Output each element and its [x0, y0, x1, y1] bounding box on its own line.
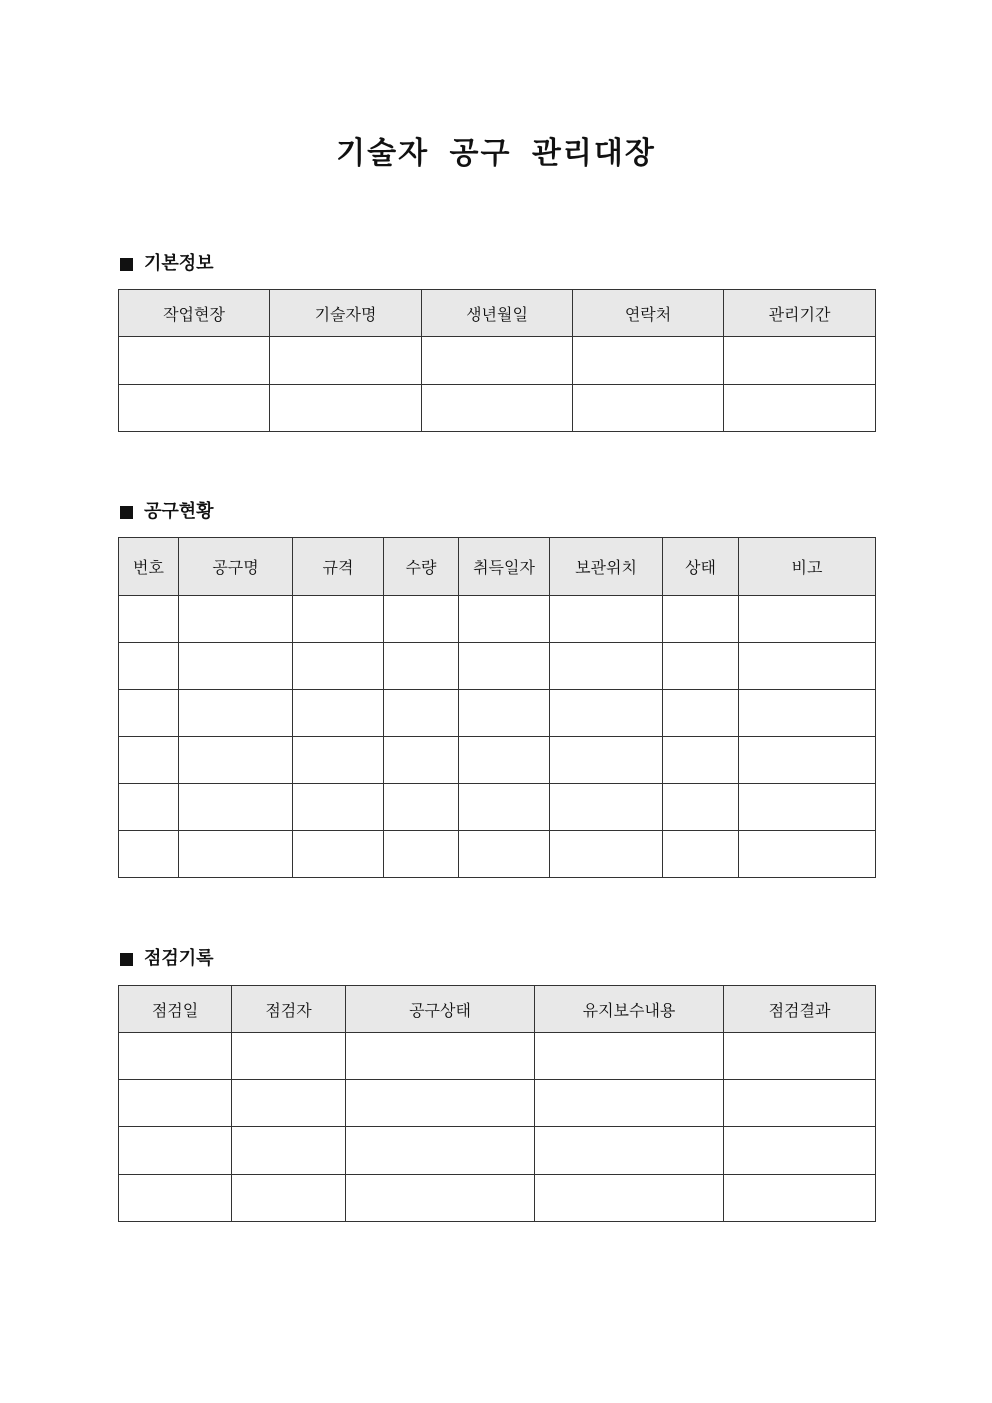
blank-cell[interactable] — [459, 737, 550, 784]
header-cell: 번호 — [119, 538, 179, 596]
blank-cell[interactable] — [663, 784, 739, 831]
blank-cell[interactable] — [179, 831, 293, 878]
table-row — [119, 690, 876, 737]
blank-cell[interactable] — [535, 1127, 724, 1175]
section-heading-label: 공구현황 — [144, 501, 214, 522]
blank-cell[interactable] — [293, 737, 384, 784]
blank-cell[interactable] — [573, 385, 724, 432]
blank-cell[interactable] — [384, 784, 459, 831]
blank-cell[interactable] — [663, 831, 739, 878]
square-bullet-icon — [120, 506, 133, 519]
tool-status-table — [118, 537, 876, 878]
blank-cell[interactable] — [232, 1127, 346, 1175]
blank-cell[interactable] — [550, 596, 663, 643]
table-row — [119, 1175, 876, 1222]
blank-cell[interactable] — [119, 1127, 232, 1175]
header-cell: 규격 — [293, 538, 384, 596]
header-cell: 수량 — [384, 538, 459, 596]
blank-cell[interactable] — [724, 1175, 876, 1222]
blank-cell[interactable] — [422, 337, 573, 385]
table-row — [119, 385, 876, 432]
blank-cell[interactable] — [550, 784, 663, 831]
section-heading-label: 점검기록 — [144, 948, 214, 969]
blank-cell[interactable] — [459, 643, 550, 690]
blank-cell[interactable] — [293, 831, 384, 878]
header-cell: 생년월일 — [422, 290, 573, 337]
blank-cell[interactable] — [119, 690, 179, 737]
blank-cell[interactable] — [232, 1175, 346, 1222]
blank-cell[interactable] — [459, 831, 550, 878]
blank-cell[interactable] — [739, 831, 876, 878]
blank-cell[interactable] — [179, 784, 293, 831]
blank-cell[interactable] — [179, 643, 293, 690]
blank-cell[interactable] — [550, 643, 663, 690]
blank-cell[interactable] — [663, 643, 739, 690]
header-cell: 유지보수내용 — [535, 986, 724, 1033]
blank-cell[interactable] — [119, 643, 179, 690]
blank-cell[interactable] — [119, 596, 179, 643]
section-heading-inspection-log — [118, 947, 214, 971]
blank-cell[interactable] — [119, 1033, 232, 1080]
table-header-row — [119, 290, 876, 337]
header-cell: 보관위치 — [550, 538, 663, 596]
blank-cell[interactable] — [346, 1080, 535, 1127]
table-row — [119, 831, 876, 878]
blank-cell[interactable] — [293, 643, 384, 690]
blank-cell[interactable] — [663, 690, 739, 737]
blank-cell[interactable] — [384, 643, 459, 690]
header-cell: 점검일 — [119, 986, 232, 1033]
blank-cell[interactable] — [119, 385, 270, 432]
section-heading-tool-status — [118, 500, 214, 524]
blank-cell[interactable] — [459, 596, 550, 643]
section-heading-label: 기본정보 — [144, 253, 214, 274]
header-cell: 공구상태 — [346, 986, 535, 1033]
blank-cell[interactable] — [270, 337, 422, 385]
blank-cell[interactable] — [179, 690, 293, 737]
table-row — [119, 1080, 876, 1127]
blank-cell[interactable] — [293, 596, 384, 643]
basic-info-table — [118, 289, 876, 432]
table-row — [119, 737, 876, 784]
blank-cell[interactable] — [119, 737, 179, 784]
blank-cell[interactable] — [293, 784, 384, 831]
header-cell: 작업현장 — [119, 290, 270, 337]
blank-cell[interactable] — [119, 831, 179, 878]
blank-cell[interactable] — [573, 337, 724, 385]
document-title: 기술자 공구 관리대장 — [336, 136, 656, 171]
blank-cell[interactable] — [459, 690, 550, 737]
blank-cell[interactable] — [739, 596, 876, 643]
blank-cell[interactable] — [346, 1127, 535, 1175]
header-cell: 연락처 — [573, 290, 724, 337]
blank-cell[interactable] — [550, 831, 663, 878]
blank-cell[interactable] — [384, 737, 459, 784]
square-bullet-icon — [120, 258, 133, 271]
blank-cell[interactable] — [422, 385, 573, 432]
blank-cell[interactable] — [724, 1033, 876, 1080]
header-cell: 점검결과 — [724, 986, 876, 1033]
header-cell: 공구명 — [179, 538, 293, 596]
blank-cell[interactable] — [119, 784, 179, 831]
blank-cell[interactable] — [724, 385, 876, 432]
blank-cell[interactable] — [739, 784, 876, 831]
table-row — [119, 643, 876, 690]
blank-cell[interactable] — [535, 1033, 724, 1080]
header-cell: 점검자 — [232, 986, 346, 1033]
blank-cell[interactable] — [535, 1175, 724, 1222]
table-row — [119, 784, 876, 831]
blank-cell[interactable] — [293, 690, 384, 737]
blank-cell[interactable] — [739, 690, 876, 737]
blank-cell[interactable] — [384, 596, 459, 643]
blank-cell[interactable] — [739, 737, 876, 784]
blank-cell[interactable] — [119, 337, 270, 385]
table-header-row — [119, 986, 876, 1033]
blank-cell[interactable] — [663, 737, 739, 784]
blank-cell[interactable] — [384, 690, 459, 737]
table-row — [119, 1127, 876, 1175]
header-cell: 취득일자 — [459, 538, 550, 596]
blank-cell[interactable] — [232, 1080, 346, 1127]
blank-cell[interactable] — [724, 1080, 876, 1127]
blank-cell[interactable] — [119, 1175, 232, 1222]
blank-cell[interactable] — [550, 737, 663, 784]
blank-cell[interactable] — [724, 1127, 876, 1175]
header-cell: 상태 — [663, 538, 739, 596]
blank-cell[interactable] — [739, 643, 876, 690]
blank-cell[interactable] — [179, 596, 293, 643]
blank-cell[interactable] — [346, 1033, 535, 1080]
blank-cell[interactable] — [384, 831, 459, 878]
table-row — [119, 337, 876, 385]
table-row — [119, 1033, 876, 1080]
blank-cell[interactable] — [535, 1080, 724, 1127]
header-cell: 비고 — [739, 538, 876, 596]
blank-cell[interactable] — [663, 596, 739, 643]
table-row — [119, 596, 876, 643]
section-heading-basic-info — [118, 252, 214, 276]
blank-cell[interactable] — [232, 1033, 346, 1080]
inspection-log-table — [118, 985, 876, 1222]
square-bullet-icon — [120, 953, 133, 966]
blank-cell[interactable] — [459, 784, 550, 831]
blank-cell[interactable] — [179, 737, 293, 784]
header-cell: 관리기간 — [724, 290, 876, 337]
blank-cell[interactable] — [346, 1175, 535, 1222]
blank-cell[interactable] — [550, 690, 663, 737]
header-cell: 기술자명 — [270, 290, 422, 337]
blank-cell[interactable] — [724, 337, 876, 385]
blank-cell[interactable] — [119, 1080, 232, 1127]
table-header-row — [119, 538, 876, 596]
blank-cell[interactable] — [270, 385, 422, 432]
